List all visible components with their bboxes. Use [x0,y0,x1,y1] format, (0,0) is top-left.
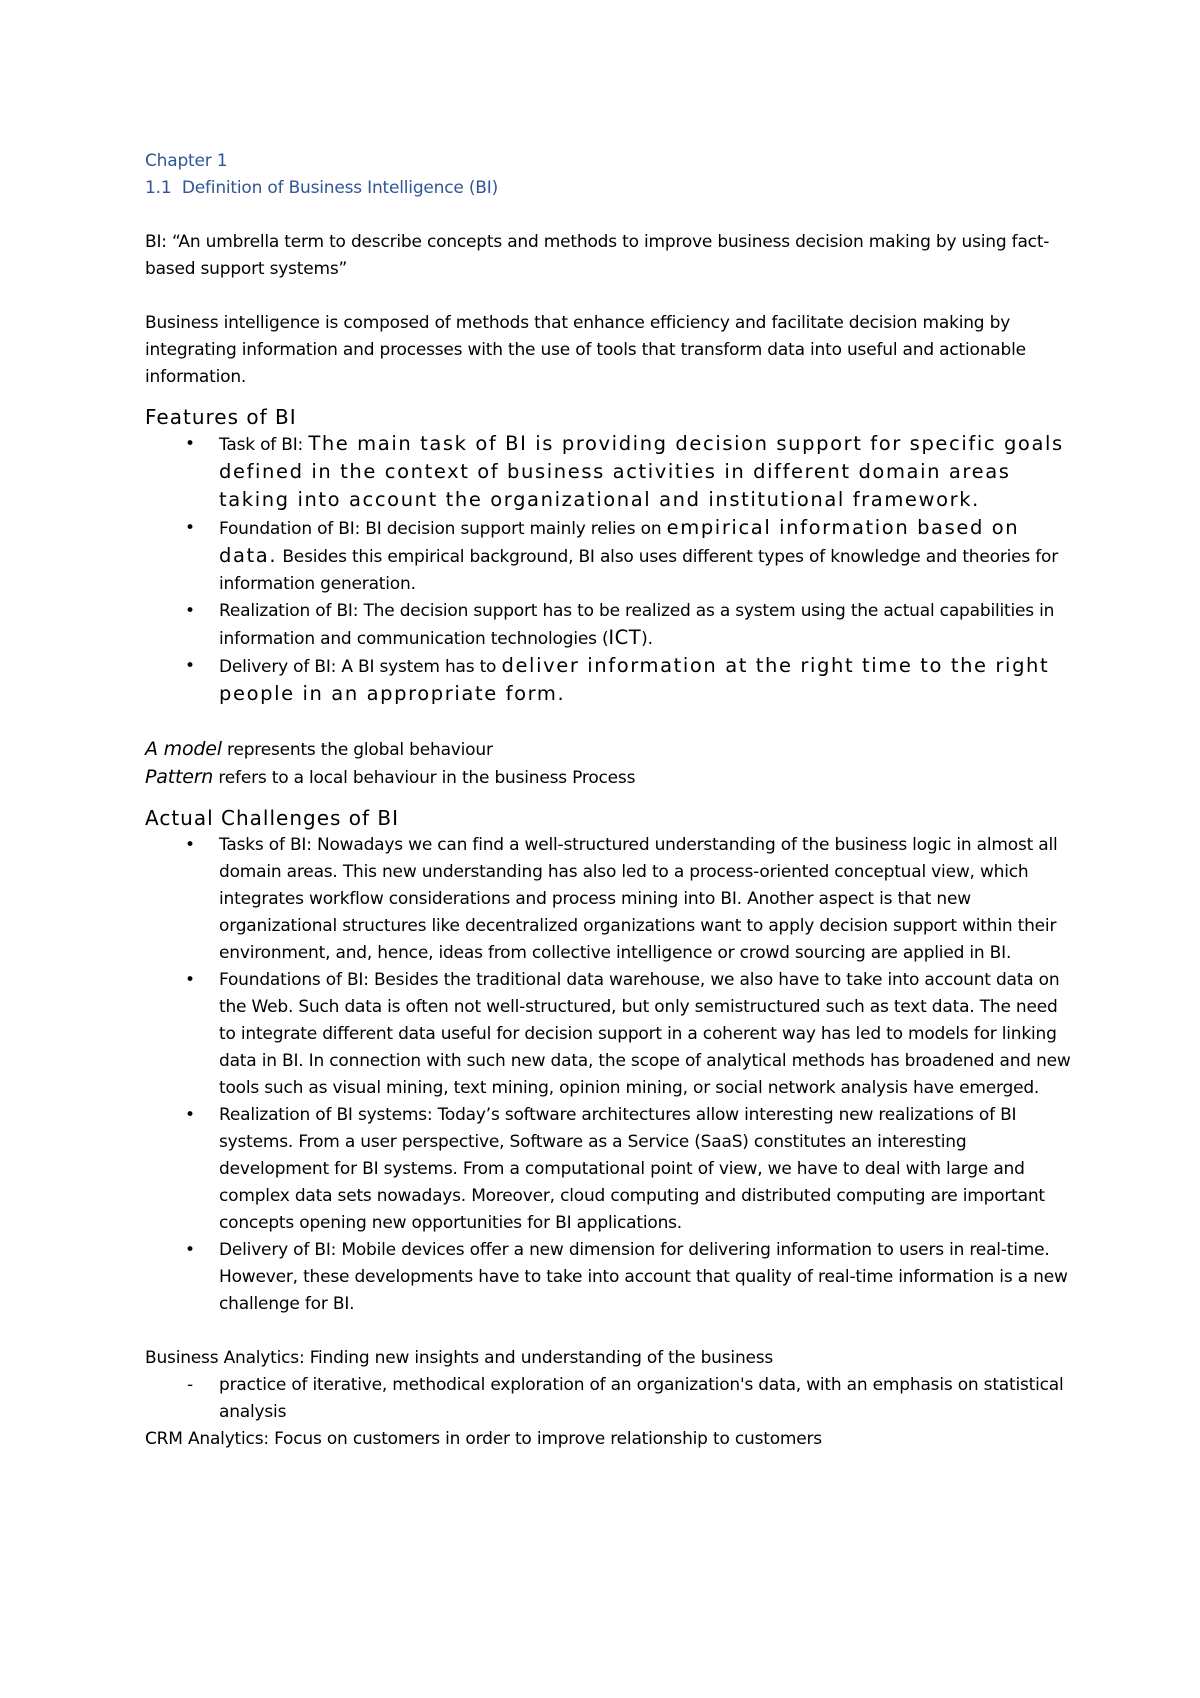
realization-ict: ICT [608,626,642,649]
pattern-term: Pattern [145,766,214,788]
challenges-heading: Actual Challenges of BI [145,806,400,830]
list-item [219,431,1075,515]
list-item [219,653,1075,709]
realization-text: Realization of BI: The decision support has to be realized as a system using the actual capabilities in information and communication technologies ( [219,601,1055,649]
foundation-label: Foundation of BI: BI decision support mainly relies on [219,519,662,539]
bi-definition-paragraph: BI: “An umbrella term to describe concepts and methods to improve business decision making by using fact-based support systems” [145,232,1050,279]
model-term: A model [145,738,222,760]
list-item: • Realization of BI systems: Today’s software architectures allow interesting new realizations of BI systems. From a user perspective, Software as a Service (SaaS) constitutes an interesting development for BI systems. From a computational point of view, we have to deal with large and complex data sets nowadays. Moreover, cloud computing and distributed computing are important concepts opening new opportunities for BI applications. [219,1102,1075,1237]
list-item [219,598,1075,653]
bi-composition-paragraph: Business intelligence is composed of methods that enhance efficiency and facilitate decision making by integrating information and processes with the use of tools that transform data into useful and actionable information. [145,313,1026,387]
realization-end: ). [641,629,653,649]
foundation-rest: Besides this empirical background, BI also uses different types of knowledge and theories for information generation. [219,547,1059,594]
list-item: • Delivery of BI: Mobile devices offer a new dimension for delivering information to users in real-time. However, these developments have to take into account that quality of real-time information is a new challenge for BI. [219,1237,1075,1318]
delivery-emphasis: deliver information at the right time to the right people in an appropriate form. [219,654,1050,705]
business-analytics-line: Business Analytics: Finding new insights and understanding of the business [145,1348,774,1368]
task-text: The main task of BI is providing decision support for specific goals defined in the context of business activities in different domain areas taking into account the organizational and institutional framework. [219,432,1064,511]
chapter-heading: Chapter 1 [145,151,228,171]
pattern-text: refers to a local behaviour in the business Process [218,768,636,788]
list-item: - practice of iterative, methodical exploration of an organization's data, with an emphasis on statistical analysis [219,1372,1075,1426]
task-label: Task of BI: [219,435,304,455]
model-definition [145,736,1075,764]
list-item [219,515,1075,598]
features-heading: Features of BI [145,405,297,429]
business-analytics-list [145,1372,1075,1426]
list-item: • Tasks of BI: Nowadays we can find a well-structured understanding of the business logic in almost all domain areas. This new understanding has also led to a process-oriented conceptual view, which integrates workflow considerations and process mining into BI. Another aspect is that new organizational structures like decentralized organizations want to apply decision support within their environment, and, hence, ideas from collective intelligence or crowd sourcing are applied in BI. [219,832,1075,967]
section-title: Definition of Business Intelligence (BI) [181,178,498,198]
foundation-emphasis: empirical information based on data. [219,516,1020,567]
crm-analytics-line: CRM Analytics: Focus on customers in order to improve relationship to customers [145,1429,822,1449]
pattern-definition [145,764,1075,792]
section-heading [145,175,1075,202]
features-list [145,431,1075,709]
delivery-label: Delivery of BI: A BI system has to [219,657,497,677]
model-text: represents the global behaviour [227,740,493,760]
section-number: 1.1 [145,178,172,198]
challenges-list [145,832,1075,1318]
document-body [145,148,1075,1453]
list-item: • Foundations of BI: Besides the traditional data warehouse, we also have to take into account data on the Web. Such data is often not well-structured, but only semistructured such as text data. The need to integrate different data useful for decision support in a coherent way has led to models for linking data in BI. In connection with such new data, the scope of analytical methods has broadened and new tools such as visual mining, text mining, opinion mining, or social network analysis have emerged. [219,967,1075,1102]
